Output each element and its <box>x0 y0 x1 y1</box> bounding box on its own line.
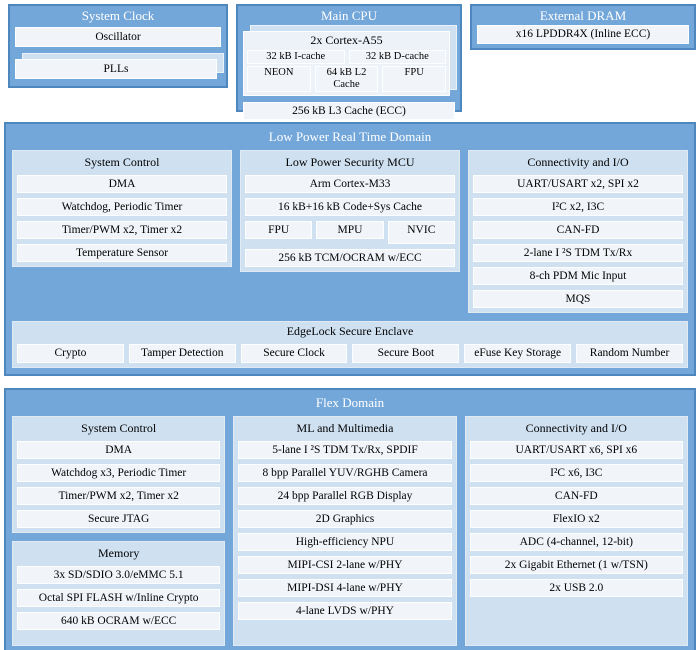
panel-header: Connectivity and I/O <box>527 155 629 169</box>
dcache-chip: 32 kB D-cache <box>349 50 447 64</box>
lp-domain-columns <box>12 150 688 313</box>
cortex-a55-title: 2x Cortex-A55 <box>310 33 383 47</box>
neon-chip: NEON <box>247 66 311 92</box>
panel-header: System Control <box>84 155 160 169</box>
flex-domain-columns <box>12 416 688 646</box>
main-cpu-block <box>236 4 462 117</box>
pdm-mic-chip: 8-ch PDM Mic Input <box>473 267 683 285</box>
code-sys-cache-chip: 16 kB+16 kB Code+Sys Cache <box>245 198 455 216</box>
system-clock-block <box>8 4 228 88</box>
low-power-real-time-domain <box>4 122 696 376</box>
edgelock-row <box>17 344 683 363</box>
main-cpu-title: Main CPU <box>321 8 377 23</box>
lvds-chip: 4-lane LVDS w/PHY <box>238 602 451 620</box>
mqs-chip: MQS <box>473 290 683 308</box>
lp-security-mcu-panel <box>240 150 460 272</box>
fpu-chip: FPU <box>245 221 312 239</box>
random-number-chip: Random Number <box>576 344 683 363</box>
usb-chip: 2x USB 2.0 <box>470 579 683 597</box>
secure-boot-chip: Secure Boot <box>352 344 459 363</box>
lpddr4x-chip: x16 LPDDR4X (Inline ECC) <box>477 25 689 44</box>
2d-graphics-chip: 2D Graphics <box>238 510 451 528</box>
lp-connectivity-panel <box>468 150 688 313</box>
uart-spi-chip: UART/USART x6, SPI x6 <box>470 441 683 459</box>
mipi-dsi-chip: MIPI-DSI 4-lane w/PHY <box>238 579 451 597</box>
secure-jtag-chip: Secure JTAG <box>17 510 220 528</box>
efuse-key-storage-chip: eFuse Key Storage <box>464 344 571 363</box>
panel-header: ML and Multimedia <box>296 421 394 435</box>
can-fd-chip: CAN-FD <box>473 221 683 239</box>
can-fd-chip: CAN-FD <box>470 487 683 505</box>
dma-chip: DMA <box>17 441 220 459</box>
memory-panel <box>12 541 225 646</box>
tcm-ocram-chip: 256 kB TCM/OCRAM w/ECC <box>245 249 455 267</box>
octal-spi-flash-chip: Octal SPI FLASH w/Inline Crypto <box>17 589 220 607</box>
i2c-i3c-chip: I²C x6, I3C <box>470 464 683 482</box>
crypto-chip: Crypto <box>17 344 124 363</box>
lp-system-control-panel <box>12 150 232 267</box>
watchdog-chip: Watchdog, Periodic Timer <box>17 198 227 216</box>
fpu-mpu-nvic-row <box>245 221 455 244</box>
panel-header: EdgeLock Secure Enclave <box>286 324 414 338</box>
rgb-display-chip: 24 bpp Parallel RGB Display <box>238 487 451 505</box>
gigabit-ethernet-chip: 2x Gigabit Ethernet (1 w/TSN) <box>470 556 683 574</box>
panel-header: System Control <box>81 421 157 435</box>
temperature-sensor-chip: Temperature Sensor <box>17 244 227 262</box>
cortex-a55-card <box>243 31 450 96</box>
cortex-a55-stack <box>243 31 450 96</box>
i2c-i3c-chip: I²C x2, I3C <box>473 198 683 216</box>
mipi-csi-chip: MIPI-CSI 2-lane w/PHY <box>238 556 451 574</box>
ml-multimedia-panel <box>233 416 456 646</box>
l2-cache-chip: 64 kB L2 Cache <box>315 66 379 92</box>
fpu-chip: FPU <box>382 66 446 92</box>
icache-chip: 32 kB I-cache <box>247 50 345 64</box>
cortex-m33-chip: Arm Cortex-M33 <box>245 175 455 193</box>
flex-domain <box>4 388 696 650</box>
watchdog-x3-chip: Watchdog x3, Periodic Timer <box>17 464 220 482</box>
system-clock-title: System Clock <box>81 8 155 23</box>
mpu-chip: MPU <box>316 221 383 239</box>
dma-chip: DMA <box>17 175 227 193</box>
flexio-chip: FlexIO x2 <box>470 510 683 528</box>
lp-domain-title: Low Power Real Time Domain <box>268 129 432 144</box>
ocram-chip: 640 kB OCRAM w/ECC <box>17 612 220 630</box>
panel-header: Connectivity and I/O <box>525 421 627 435</box>
oscillator-chip: Oscillator <box>15 27 221 47</box>
i2s-spdif-chip: 5-lane I ²S TDM Tx/Rx, SPDIF <box>238 441 451 459</box>
flex-domain-title: Flex Domain <box>315 395 385 410</box>
tamper-detection-chip: Tamper Detection <box>129 344 236 363</box>
panel-header: Memory <box>98 546 140 560</box>
sd-sdio-emmc-chip: 3x SD/SDIO 3.0/eMMC 5.1 <box>17 566 220 584</box>
flex-left-column <box>12 416 225 646</box>
timer-pwm-chip: Timer/PWM x2, Timer x2 <box>17 221 227 239</box>
adc-chip: ADC (4-channel, 12-bit) <box>470 533 683 551</box>
edgelock-secure-enclave-panel <box>12 321 688 368</box>
external-dram-block <box>470 4 696 50</box>
secure-clock-chip: Secure Clock <box>241 344 348 363</box>
nvic-chip: NVIC <box>388 221 455 244</box>
npu-chip: High-efficiency NPU <box>238 533 451 551</box>
external-dram-title: External DRAM <box>539 8 627 23</box>
i2s-tdm-chip: 2-lane I ²S TDM Tx/Rx <box>473 244 683 262</box>
l3-cache-chip: 256 kB L3 Cache (ECC) <box>243 102 455 120</box>
top-row <box>0 0 700 117</box>
cache-row <box>247 50 446 64</box>
uart-spi-chip: UART/USART x2, SPI x2 <box>473 175 683 193</box>
neon-l2-fpu-row <box>247 66 446 92</box>
panel-header: Low Power Security MCU <box>285 155 415 169</box>
flex-connectivity-panel <box>465 416 688 646</box>
parallel-camera-chip: 8 bpp Parallel YUV/RGHB Camera <box>238 464 451 482</box>
flex-system-control-panel <box>12 416 225 533</box>
plls-chip: PLLs <box>15 59 217 79</box>
timer-pwm-chip: Timer/PWM x2, Timer x2 <box>17 487 220 505</box>
plls-stack <box>15 59 217 79</box>
